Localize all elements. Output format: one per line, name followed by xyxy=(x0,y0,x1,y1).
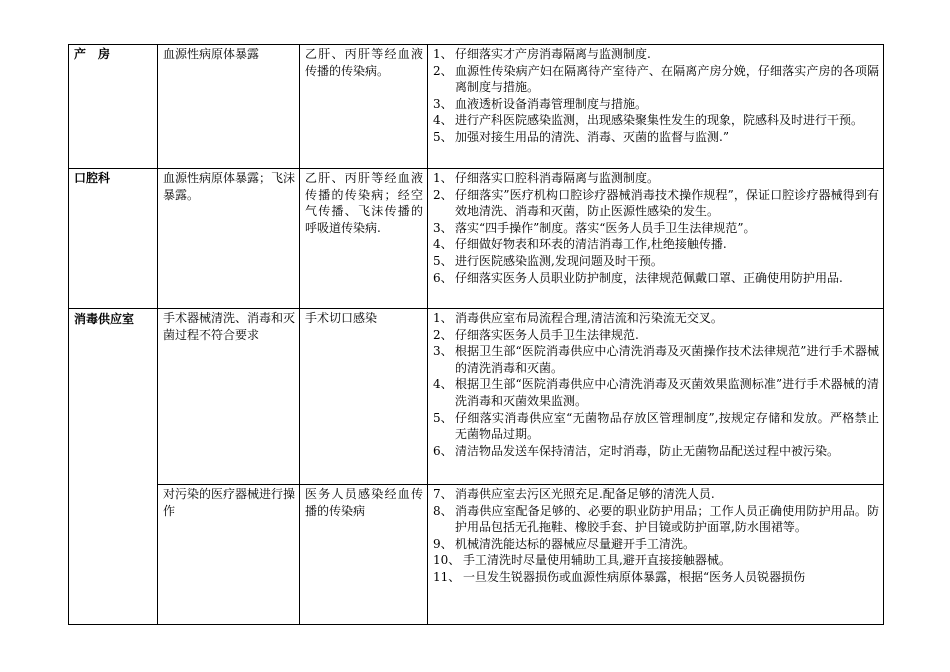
exposure-cell: 血源性病原体暴露 xyxy=(158,45,300,169)
list-item: 6、 仔细落实医务人员职业防护制度，法律规范佩戴口罩、正确使用防护用品. xyxy=(433,270,843,285)
list-item: 8、 消毒供应室配备足够的、必要的职业防护用品；工作人员正确使用防护用品。防护用品包括无孔拖鞋、橡胶手套、护目镜或防护面罩,防水围裙等。 xyxy=(433,503,879,535)
list-item: 4、 根据卫生部“医院消毒供应中心清洗消毒及灭菌效果监测标准”进行手术器械的清洗消毒和灭菌效果监测。 xyxy=(433,377,879,408)
list-item: 4、 进行产科医院感染监测，出现感染聚集性发生的现象，院感科及时进行干预。 xyxy=(433,113,864,128)
list-item: 6、 清洁物品发送车保持清洁，定时消毒，防止无菌物品配送过程中被污染。 xyxy=(433,443,840,458)
department-cell: 产 房 xyxy=(69,45,158,169)
list-item: 1、 消毒供应室布局流程合理,清洁流和污染流无交叉。 xyxy=(433,311,723,325)
list-item: 1、 仔细落实口腔科消毒隔离与监测制度。 xyxy=(433,171,660,185)
exposure-cell: 手术器械清洗、消毒和灭菌过程不符合要求 xyxy=(158,309,300,485)
list-item: 4、 仔细做好物表和环表的清洁消毒工作,杜绝接触传播. xyxy=(433,237,727,252)
disease-cell: 医务人员感染经血传播的传染病 xyxy=(300,485,428,625)
list-item: 11、 一旦发生锐器损伤或血源性病原体暴露，根据“医务人员锐器损伤 xyxy=(433,569,806,584)
exposure-cell: 血源性病原体暴露；飞沫暴露。 xyxy=(158,169,300,309)
table-row xyxy=(69,45,884,169)
list-item: 9、 机械清洗能达标的器械应尽量避开手工清洗。 xyxy=(433,536,696,551)
measures-cell xyxy=(428,45,884,169)
disease-cell: 乙肝、丙肝等经血液传播的传染病。 xyxy=(300,45,428,169)
table-row xyxy=(69,309,884,485)
table-row xyxy=(69,169,884,309)
list-item: 3、 落实“四手操作”制度。落实“医务人员手卫生法律规范”。 xyxy=(433,220,756,235)
table-row xyxy=(69,485,884,625)
exposure-cell: 对污染的医疗器械进行操作 xyxy=(158,485,300,625)
department-cell: 口腔科 xyxy=(69,169,158,309)
list-item: 3、 根据卫生部“医院消毒供应中心清洗消毒及灭菌操作技术法律规范”进行手术器械的清洗消毒和灭菌。 xyxy=(433,344,879,375)
table-body xyxy=(69,45,884,625)
list-item: 3、 血液透析设备消毒管理制度与措施。 xyxy=(433,96,648,111)
list-item: 10、 手工清洗时尽量使用辅助工具,避开直接接触器械。 xyxy=(433,553,731,568)
list-item: 5、 仔细落实消毒供应室“无菌物品存放区管理制度”,按规定存储和发放。严格禁止无菌物品过期。 xyxy=(433,410,879,442)
department-cell: 消毒供应室 xyxy=(69,309,158,625)
list-item: 2、 血源性传染病产妇在隔离待产室待产、在隔离产房分娩，仔细落实产房的各项隔离制度与措施。 xyxy=(433,63,879,95)
list-item: 1、 仔细落实才产房消毒隔离与监测制度. xyxy=(433,47,651,61)
list-item: 5、 加强对接生用品的清洗、消毒、灭菌的监督与监测.” xyxy=(433,129,729,144)
list-item: 5、 进行医院感染监测,发现问题及时干预。 xyxy=(433,253,663,268)
measures-cell xyxy=(428,485,884,625)
disease-cell: 手术切口感染 xyxy=(300,309,428,485)
infection-control-table xyxy=(68,44,884,625)
list-item: 2、 仔细落实医务人员手卫生法律规范. xyxy=(433,327,639,342)
measures-cell xyxy=(428,169,884,309)
list-item: 7、 消毒供应室去污区光照充足.配备足够的清洗人员. xyxy=(433,487,715,501)
list-item: 2、 仔细落实”医疗机构口腔诊疗器械消毒技术操作规程”，保证口腔诊疗器械得到有效地清洗、消毒和灭菌，防止医源性感染的发生。 xyxy=(433,187,879,219)
measures-cell xyxy=(428,309,884,485)
disease-cell: 乙肝、丙肝等经血液传播的传染病；经空气传播、飞沫传播的呼吸道传染病. xyxy=(300,169,428,309)
